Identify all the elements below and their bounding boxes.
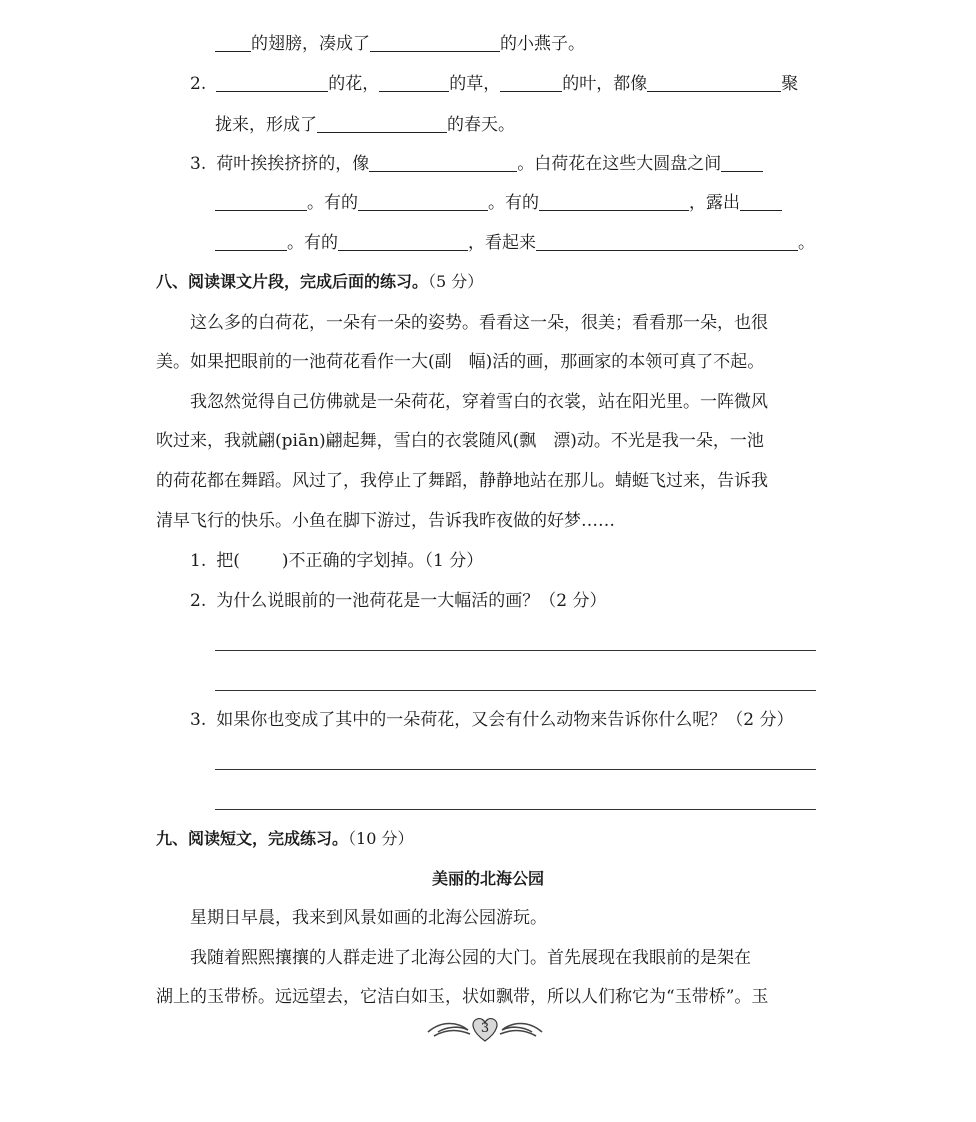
answer-blank[interactable] <box>358 192 488 211</box>
answer-blank[interactable] <box>215 192 307 211</box>
answer-blank[interactable] <box>215 33 251 52</box>
passage-line: 美。如果把眼前的一池荷花看作一大(副 幅)活的画，那画家的本领可真了不起。 <box>156 352 765 372</box>
answer-blank[interactable] <box>379 73 449 92</box>
section-8-heading: 八、阅读课文片段，完成后面的练习。（5 分） <box>156 272 484 291</box>
question-number: 2. <box>190 591 207 611</box>
passage-line: 湖上的玉带桥。远远望去，它洁白如玉，状如飘带，所以人们称它为“玉带桥”。玉 <box>156 987 769 1007</box>
answer-blank[interactable] <box>370 33 500 52</box>
passage-line: 星期日早晨，我来到风景如画的北海公园游玩。 <box>190 908 547 928</box>
answer-line[interactable] <box>215 690 816 691</box>
answer-blank[interactable] <box>216 73 328 92</box>
passage-line: 我忽然觉得自己仿佛就是一朵荷花，穿着雪白的衣裳，站在阳光里。一阵微风 <box>190 392 768 412</box>
sec8-question-3: 3. 如果你也变成了其中的一朵荷花，又会有什么动物来告诉你什么呢？（2 分） <box>190 710 794 730</box>
question-3-line-2: 。有的 。有的 ，露出 <box>215 192 782 214</box>
question-number: 2. <box>190 74 207 94</box>
answer-line[interactable] <box>215 809 816 810</box>
left-swirl-icon <box>428 1024 470 1037</box>
question-3: 3. 荷叶挨挨挤挤的，像 。白荷花在这些大圆盘之间 <box>190 153 763 175</box>
right-swirl-icon <box>500 1024 542 1037</box>
q1-continuation: 的翅膀，凑成了 的小燕子。 <box>215 33 585 55</box>
answer-blank[interactable] <box>317 114 447 133</box>
section-9-heading: 九、阅读短文，完成练习。（10 分） <box>156 829 414 848</box>
page-number-ornament <box>420 1010 550 1046</box>
question-3-line-3: 。有的 ，看起来 。 <box>215 232 815 254</box>
passage-title: 美丽的北海公园 <box>431 869 544 888</box>
passage-line: 我随着熙熙攘攘的人群走进了北海公园的大门。首先展现在我眼前的是架在 <box>190 948 751 968</box>
sec8-question-1: 1. 把( )不正确的字划掉。（1 分） <box>190 551 484 571</box>
answer-blank[interactable] <box>215 232 287 251</box>
question-2: 2. 的花， 的草， 的叶，都像 聚 <box>190 74 799 94</box>
answer-blank[interactable] <box>369 153 517 172</box>
passage-line: 这么多的白荷花，一朵有一朵的姿势。看看这一朵，很美；看看那一朵，也很 <box>190 313 768 333</box>
answer-blank[interactable] <box>338 232 468 251</box>
answer-line[interactable] <box>215 650 816 651</box>
passage-line: 的荷花都在舞蹈。风过了，我停止了舞蹈，静静地站在那儿。蜻蜓飞过来，告诉我 <box>156 471 768 491</box>
passage-line: 清早飞行的快乐。小鱼在脚下游过，告诉我昨夜做的好梦…… <box>156 511 615 531</box>
question-number: 1. <box>190 551 207 571</box>
answer-blank[interactable] <box>536 232 798 251</box>
answer-blank[interactable] <box>500 73 562 92</box>
answer-blank[interactable] <box>647 73 781 92</box>
answer-blank[interactable] <box>539 192 689 211</box>
question-number: 3. <box>190 710 207 730</box>
answer-blank[interactable] <box>740 192 782 211</box>
answer-line[interactable] <box>215 769 816 770</box>
question-number: 3. <box>190 154 207 174</box>
question-2-continuation: 拢来，形成了 的春天。 <box>215 115 515 135</box>
answer-blank[interactable] <box>721 153 763 172</box>
passage-line: 吹过来，我就翩(piān)翩起舞，雪白的衣裳随风(飘 漂)动。不光是我一朵，一池 <box>156 431 764 451</box>
sec8-question-2: 2. 为什么说眼前的一池荷花是一大幅活的画？（2 分） <box>190 591 607 611</box>
page-number: 3 <box>480 1021 490 1036</box>
